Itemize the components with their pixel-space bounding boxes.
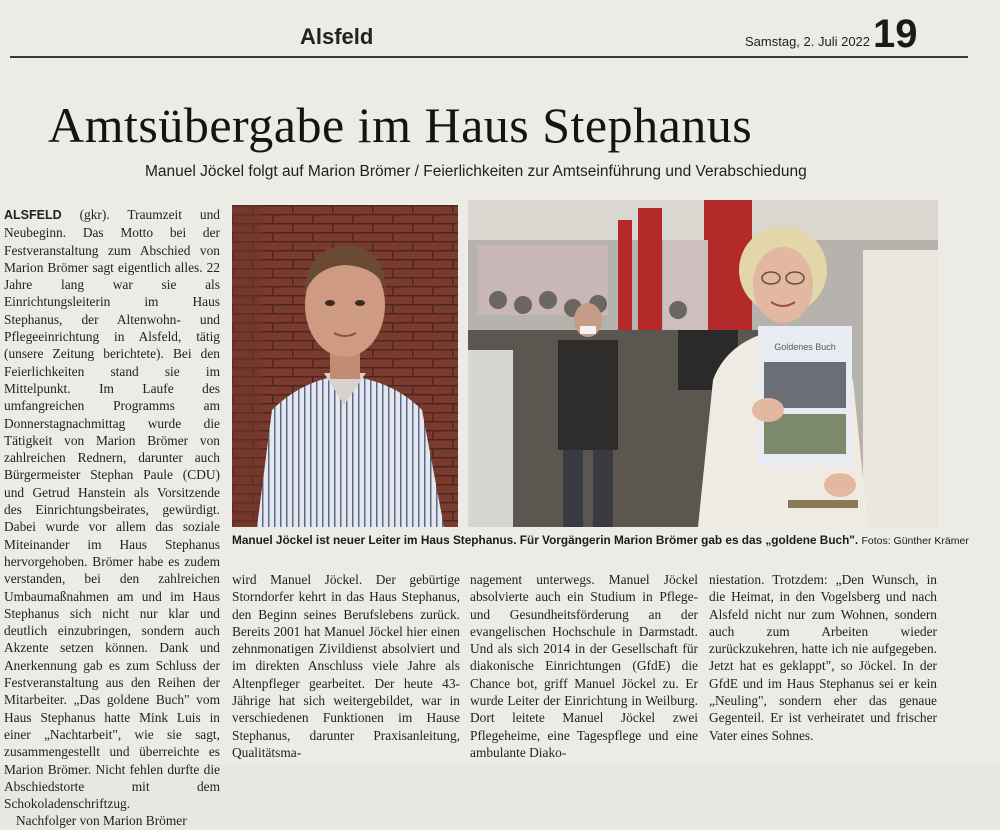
header-rule xyxy=(10,56,968,58)
article-column-4: niestation. Trotzdem: „Den Wunsch, in die Heimat, in den Vogelsberg und nach Alsfeld nicht nur zum Wohnen, sondern auch zum Arbeiten wieder zurückzukehren, hatte ich nie aufgegeben. Jetzt hat es geklappt", so Jöckel. In der GfdE und im Haus Stephanus sei er kein „Neuling", sondern eher das genaue Gegenteil. Er ist verheiratet und frischer Vater eines Sohnes. xyxy=(709,572,937,743)
caption-text: Manuel Jöckel ist neuer Leiter im Haus Stephanus. Für Vorgängerin Marion Brömer gab es das „goldene Buch". xyxy=(232,533,859,547)
photo-caption xyxy=(232,533,969,547)
issue-date: Samstag, 2. Juli 2022 xyxy=(745,34,871,49)
article-column-2: wird Manuel Jöckel. Der gebürtige Storndorfer kehrt in das Haus Stephanus, den Beginn seines Berufslebens zurück. Bereits 2001 hat Manuel Jöckel hier einen zehnmonatigen Zivildienst absolviert und im direkten Anschluss viele Jahre als Altenpfleger gearbeitet. Der heute 43-Jährige hat sich weitergebildet, war in verschiedenen Funktionen im Hause Stephanus, darunter Praxisanleitung, Qualitätsma- xyxy=(232,572,460,760)
article-column-1 xyxy=(4,206,220,830)
article-headline: Amtsübergabe im Haus Stephanus xyxy=(48,97,753,153)
section-title: Alsfeld xyxy=(300,24,374,49)
page-number: 19 xyxy=(873,12,918,56)
dateline: ALSFELD xyxy=(4,208,62,222)
portrait-photo xyxy=(232,205,458,527)
article-subheadline: Manuel Jöckel folgt auf Marion Brömer / Feierlichkeiten zur Amtseinführung und Verabschiedung xyxy=(145,163,807,180)
ceremony-photo xyxy=(468,200,938,527)
book-title-text: Goldenes Buch xyxy=(774,342,836,352)
article-column-3: nagement unterwegs. Manuel Jöckel absolvierte auch ein Studium in Pflege- und Gesundheitsförderung an der evangelischen Hochschule in Darmstadt. Und als sich 2014 in der Gesellschaft für diakonische Einrichtungen (GfdE) die Chance bot, griff Manuel Jöckel zu. Er wurde Leiter der Einrichtung in Weilburg. Dort leitete Manuel Jöckel zwei Pflegeheime, eine Tagespflege und eine ambulante Diako- xyxy=(470,572,698,760)
column-1-tail: Nachfolger von Marion Brömer xyxy=(16,813,187,829)
column-1-text: (gkr). Traumzeit und Neubeginn. Das Motto bei der Festveranstaltung zum Abschied von Marion Brömer sagt eigentlich alles. 22 Jahre lang war sie als Einrichtungsleiterin im Haus Stephanus, der Altenwohn- und Pflegeeinrichtung in Alsfeld, tätig (unsere Zeitung berichtete). Bei den Feierlichkeiten stand sie im Mittelpunkt. Im Laufe des umfangreichen Programms am Donnerstagnachmittag wurde die Tätigkeit von Marion Brömer von zahlreichen Rednern, darunter auch Bürgermeister Stephan Paule (CDU) und Getrud Hanstein als Vorsitzende des Einrichtungsbeirates, gewürdigt. Dabei wurde vor allem das soziale Miteinander im Haus Stephanus hervorgehoben. Brömer habe es zudem verstanden, bei den zahlreichen Umbaumaßnahmen am und im Haus Stephanus sich nicht nur klar und deutlich einzubringen, sondern auch Akzente setzen können. Dank und Anerkennung gab es zum Schluss der Festveranstaltung aus den Reihen der Mitarbeiter. „Das goldene Buch" vom Haus Stephanus hatte Mink Luis in einer „Nachtarbeit", wie sie sagt, zusammengestellt und überreichte es Marion Brömer. Nicht fehlen durfte die Abschiedstorte mit dem Schokoladenschriftzug. xyxy=(4,207,220,812)
photo-credit: Fotos: Günther Krämer xyxy=(861,535,969,547)
